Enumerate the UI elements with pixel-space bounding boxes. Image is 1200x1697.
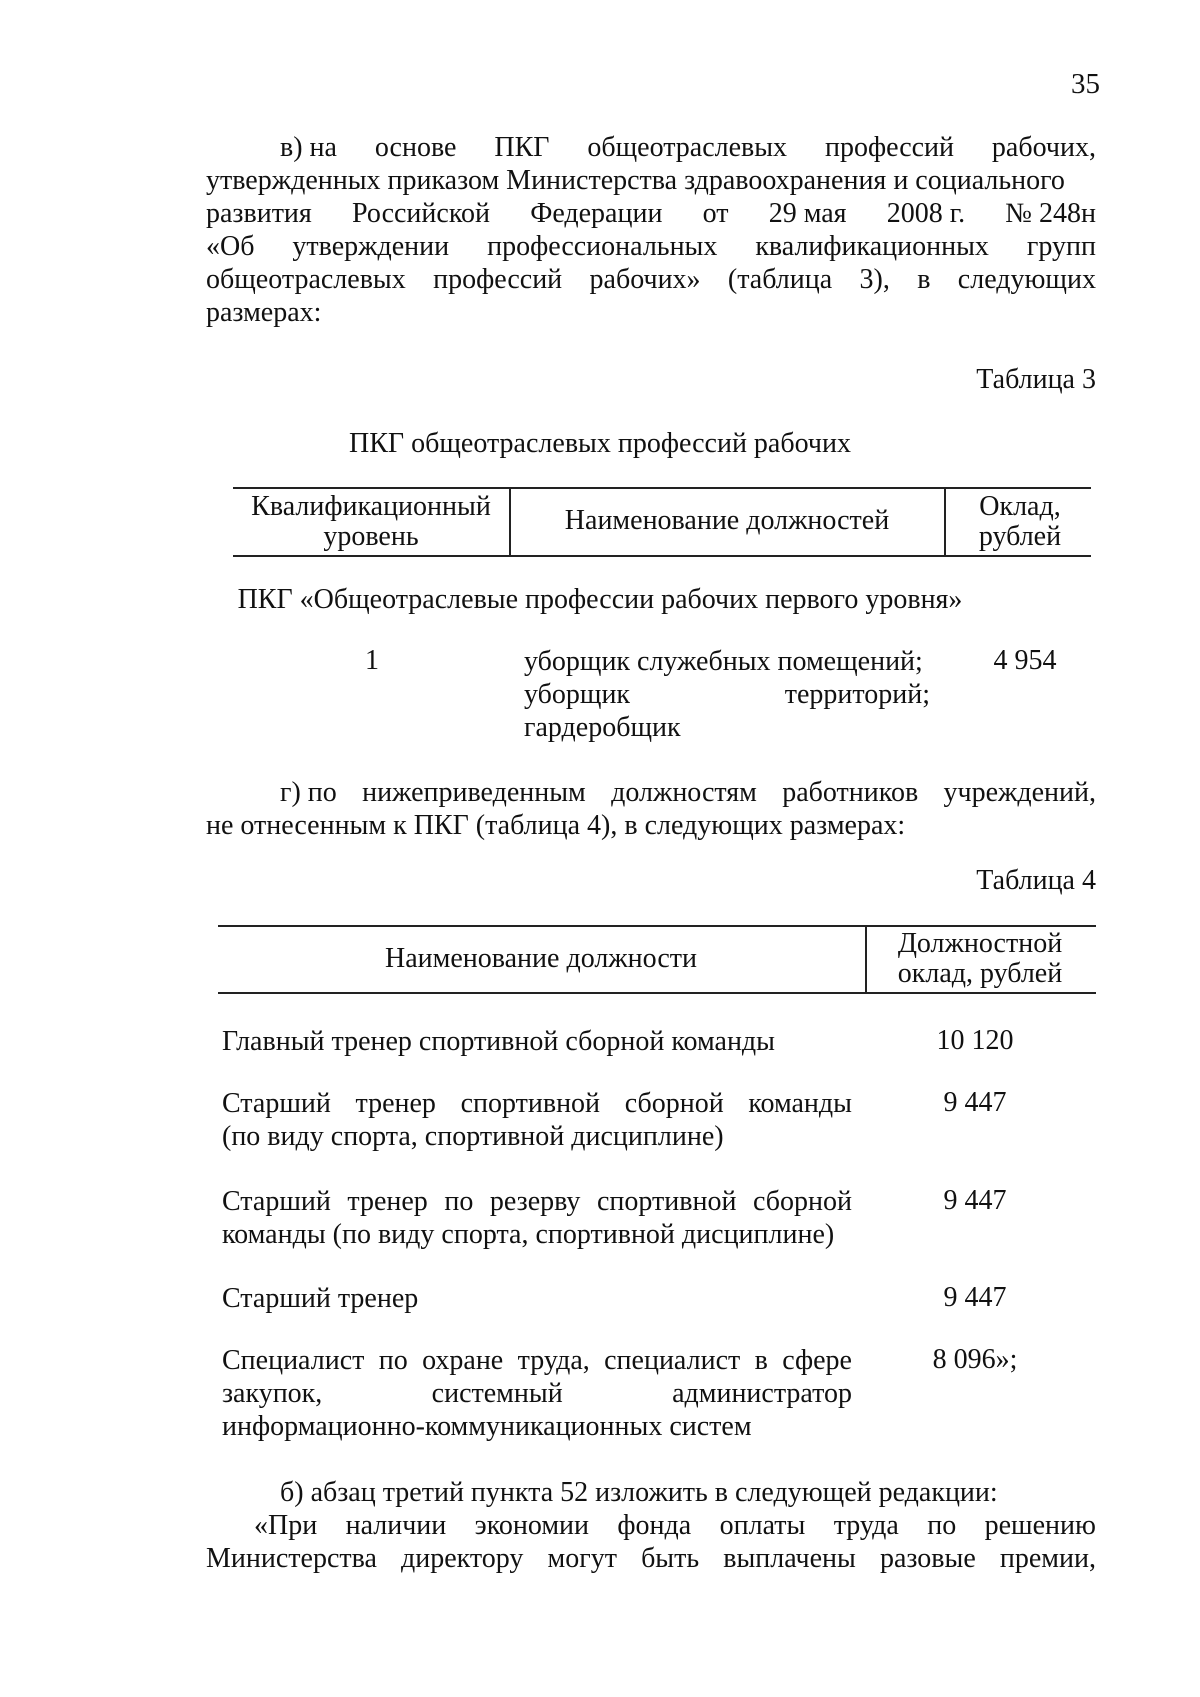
word: основе <box>374 132 457 163</box>
text-line <box>524 678 930 711</box>
word: Старший тренер <box>222 1283 419 1314</box>
word: уборщик <box>524 679 631 710</box>
table3-header-salary: Оклад, рублей <box>978 491 1062 552</box>
word: выплачены <box>723 1543 856 1574</box>
text-line <box>206 131 1096 164</box>
table4-cell-name <box>222 1087 852 1153</box>
text-line <box>222 1377 852 1410</box>
text-line <box>222 1410 852 1443</box>
text-line <box>524 711 930 744</box>
word: рабочих, <box>991 132 1096 163</box>
table4-cell-salary: 9 447 <box>943 1282 1007 1313</box>
text-line <box>222 1025 852 1058</box>
text-line <box>206 230 1096 263</box>
table3-header-level: Квалификационный уровень <box>251 491 491 552</box>
word: (по виду спорта, спортивной дисциплине) <box>222 1121 724 1152</box>
word: премии, <box>999 1543 1096 1574</box>
table4-cell-name <box>222 1185 852 1251</box>
table4-cell-salary: 8 096»; <box>932 1344 1018 1375</box>
word: утвержденных приказом Министерства здравоохранения и социального <box>206 165 1065 196</box>
table4-header-name: Наименование должности <box>385 943 697 974</box>
text-line <box>206 1542 1096 1575</box>
text-line <box>222 1282 852 1315</box>
word: развития <box>206 198 312 229</box>
word: по <box>927 1510 957 1541</box>
word: «Об <box>206 231 255 262</box>
word: б) абзац третий пункта 52 изложить в следующей редакции: <box>280 1477 998 1508</box>
word: Специалист <box>222 1345 365 1376</box>
word: уборщик служебных помещений; <box>524 646 923 677</box>
word: 3), <box>859 264 890 295</box>
word: учреждений, <box>943 777 1096 808</box>
paragraph-g <box>206 776 1096 842</box>
word: фонда <box>617 1510 692 1541</box>
text-line <box>222 1087 852 1120</box>
word: спортивной <box>460 1088 601 1119</box>
paragraph-b <box>206 1476 1096 1575</box>
word: разовые <box>879 1543 976 1574</box>
table4-cell-name <box>222 1344 852 1443</box>
table3-header-bottom-rule <box>233 555 1091 557</box>
word: информационно-коммуникационных систем <box>222 1411 752 1442</box>
word: сборной <box>624 1088 724 1119</box>
word: г) по <box>280 777 337 808</box>
word: сборной <box>752 1186 852 1217</box>
table3-header-top-rule <box>233 487 1091 489</box>
table4-cell-salary: 10 120 <box>936 1025 1014 1056</box>
word: работников <box>782 777 919 808</box>
word: сфере <box>782 1345 852 1376</box>
word: оплаты <box>719 1510 806 1541</box>
table4-caption: Таблица 4 <box>976 865 1096 896</box>
word: профессиональных <box>487 231 718 262</box>
table3-cell-salary: 4 954 <box>993 645 1057 676</box>
word: 29 мая <box>768 198 847 229</box>
word: размерах: <box>206 297 322 328</box>
table4-header-salary: Должностной оклад, рублей <box>897 928 1063 989</box>
text-line <box>524 645 930 678</box>
table4-cell-name <box>222 1025 852 1058</box>
page-number: 35 <box>1071 68 1100 100</box>
word: нижеприведенным <box>362 777 586 808</box>
word: не отнесенным к ПКГ (таблица 4), в следующих размерах: <box>206 810 906 841</box>
word: квалификационных <box>755 231 989 262</box>
word: Федерации <box>530 198 663 229</box>
word: Старший <box>222 1186 331 1217</box>
word: труда, <box>517 1345 590 1376</box>
word: директору <box>401 1543 524 1574</box>
word: закупок, <box>222 1378 323 1409</box>
word: «При <box>254 1510 318 1541</box>
word: рабочих» <box>589 264 701 295</box>
word: территорий; <box>784 679 930 710</box>
text-line <box>222 1120 852 1153</box>
word: Российской <box>352 198 490 229</box>
word: Старший <box>222 1088 331 1119</box>
word: Министерства <box>206 1543 377 1574</box>
word: гардеробщик <box>524 712 681 743</box>
word: резерву <box>489 1186 581 1217</box>
word: труда <box>833 1510 899 1541</box>
text-line <box>222 1185 852 1218</box>
table4-header-top-rule <box>218 925 1096 927</box>
word: системный <box>431 1378 563 1409</box>
word: утверждении <box>292 231 450 262</box>
word: ПКГ <box>494 132 550 163</box>
text-line <box>206 263 1096 296</box>
word: должностям <box>611 777 757 808</box>
word: экономии <box>474 1510 590 1541</box>
word: по <box>378 1345 408 1376</box>
word: групп <box>1026 231 1096 262</box>
word: по <box>444 1186 474 1217</box>
table3-col-divider <box>944 487 946 555</box>
text-line <box>206 164 1096 197</box>
word: быть <box>641 1543 700 1574</box>
text-line <box>206 809 1096 842</box>
word: от <box>702 198 729 229</box>
word: спортивной <box>596 1186 737 1217</box>
table4-header-bottom-rule <box>218 992 1096 994</box>
table4-cell-salary: 9 447 <box>943 1185 1007 1216</box>
word: общеотраслевых <box>206 264 406 295</box>
word: решению <box>984 1510 1096 1541</box>
word: профессий <box>433 264 563 295</box>
text-line <box>222 1344 852 1377</box>
text-line <box>206 197 1096 230</box>
word: специалист <box>604 1345 741 1376</box>
word: администратор <box>672 1378 852 1409</box>
table4-col-divider <box>865 925 867 992</box>
text-line <box>206 1476 1096 1509</box>
word: Главный тренер спортивной сборной команды <box>222 1026 775 1057</box>
table3-cell-level: 1 <box>365 645 379 676</box>
word: охране <box>422 1345 504 1376</box>
text-line <box>206 296 1096 329</box>
table3-caption: Таблица 3 <box>976 364 1096 395</box>
word: в <box>754 1345 768 1376</box>
table4-cell-salary: 9 447 <box>943 1087 1007 1118</box>
word: тренер <box>347 1186 428 1217</box>
text-line <box>222 1218 852 1251</box>
table3-col-divider <box>509 487 511 555</box>
table4-cell-name <box>222 1282 852 1315</box>
word: тренер <box>355 1088 436 1119</box>
word: в) на <box>280 132 337 163</box>
word: следующих <box>957 264 1096 295</box>
table3-header-name: Наименование должностей <box>564 505 890 536</box>
word: 2008 г. <box>886 198 966 229</box>
word: наличии <box>345 1510 447 1541</box>
word: команды (по виду спорта, спортивной дисциплине) <box>222 1219 835 1250</box>
table3-group-title: ПКГ «Общеотраслевые профессии рабочих первого уровня» <box>237 584 963 615</box>
word: (таблица <box>727 264 833 295</box>
paragraph-v <box>206 131 1096 329</box>
word: № 248н <box>1005 198 1096 229</box>
word: профессий <box>824 132 955 163</box>
word: общеотраслевых <box>587 132 788 163</box>
word: команды <box>748 1088 852 1119</box>
text-line <box>206 776 1096 809</box>
word: в <box>917 264 931 295</box>
word: могут <box>547 1543 617 1574</box>
text-line <box>206 1509 1096 1542</box>
table3-cell-name <box>524 645 930 744</box>
table3-title: ПКГ общеотраслевых профессий рабочих <box>349 428 851 459</box>
